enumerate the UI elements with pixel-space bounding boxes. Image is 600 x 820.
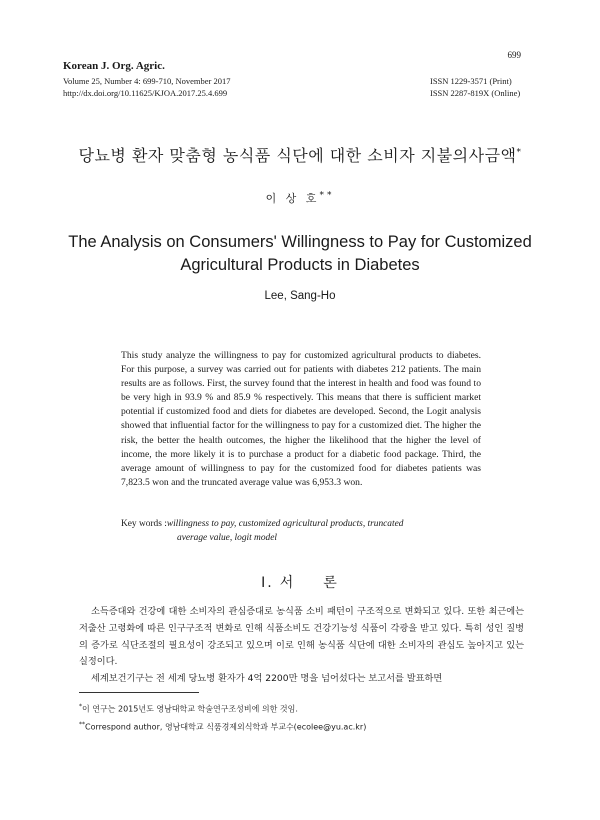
title-english-line1: The Analysis on Consumers' Willingness to Pay for Customized xyxy=(68,233,532,251)
title-english xyxy=(0,231,600,277)
title-footnote-mark: * xyxy=(516,147,522,158)
issn-print: ISSN 1229-3571 (Print) xyxy=(430,76,512,86)
body-paragraph-1: 소득증대와 건강에 대한 소비자의 관심증대로 농식품 소비 패턴이 구조적으로 변화되고 있다. 또한 최근에는 저출산 고령화에 따른 인구구조적 변화로 인해 식품소비도 건강기능성 식품이 각광을 받고 있다. 특히 성인 질병의 증가로 식단조절의 필요성이 강조되고 있으며 이로 인해 농식품 식단에 대한 소비자의 관심도 높아지고 있는 실정이다. xyxy=(79,606,524,668)
author-footnote-mark: ** xyxy=(319,190,335,201)
footnote-2-text: Correspond author, 영남대학교 식품경제외식학과 부교수(ecolee@yu.ac.kr) xyxy=(85,722,367,732)
footnote-divider xyxy=(79,692,199,693)
footnote-2 xyxy=(79,717,524,735)
title-korean xyxy=(0,143,600,166)
footnote-1 xyxy=(79,699,524,717)
doi-link[interactable]: http://dx.doi.org/10.11625/KJOA.2017.25.4.699 xyxy=(63,88,228,98)
author-korean xyxy=(0,190,600,206)
title-korean-text: 당뇨병 환자 맞춤형 농식품 식단에 대한 소비자 지불의사금액 xyxy=(78,146,517,165)
footnote-1-text: 이 연구는 2015년도 영남대학교 학술연구조성비에 의한 것임. xyxy=(82,704,298,714)
keywords xyxy=(121,517,481,545)
journal-volume-info: Volume 25, Number 4: 699-710, November 2017 xyxy=(63,76,231,86)
journal-name: Korean J. Org. Agric. xyxy=(63,60,165,72)
title-english-line2: Agricultural Products in Diabetes xyxy=(180,256,420,274)
footnotes xyxy=(79,699,524,734)
page-number: 699 xyxy=(507,50,521,60)
section-number: Ⅰ. xyxy=(261,575,274,591)
issn-online: ISSN 2287-819X (Online) xyxy=(430,88,521,98)
abstract: This study analyze the willingness to pay for customized agricultural products to diabetes. For this purpose, a survey was carried out for patients with diabetes 212 patients. The main results are as follows. First, the survey found that the interest in health and food was found to be very high in 93.9 % and 85.9 % respectively. This means that there is sufficient market potential if customized food and diets for diabetes are developed. Second, the Logit analysis showed that influential factor for the willingness to pay for a customized diet. The higher the risk, the better the health outcomes, the higher the likelihood that the higher the level of income, the more likely it is to purchase a product for a diabetic food package. Third, the average amount of willingness to pay for the customized food for diabetes patients was 7,823.5 won and the truncated average value was 6,953.3 won. xyxy=(121,350,481,488)
keywords-line2: average value, logit model xyxy=(177,533,277,543)
author-english: Lee, Sang-Ho xyxy=(264,290,336,302)
section-heading xyxy=(0,572,600,592)
keywords-line1: willingness to pay, customized agricultural products, truncated xyxy=(166,519,404,529)
body-paragraph-2: 세계보건기구는 전 세계 당뇨병 환자가 4억 2200만 명을 넘어섰다는 보고서를 발표하면 xyxy=(91,673,443,685)
footnote-2-mark: ** xyxy=(79,720,85,728)
footnote-1-mark: * xyxy=(79,703,82,710)
body-text xyxy=(79,604,524,688)
section-title-char2: 론 xyxy=(323,575,339,591)
section-title-char1: 서 xyxy=(279,575,296,591)
keywords-label: Key words : xyxy=(121,519,167,529)
author-korean-text: 이 상 호 xyxy=(265,192,320,205)
